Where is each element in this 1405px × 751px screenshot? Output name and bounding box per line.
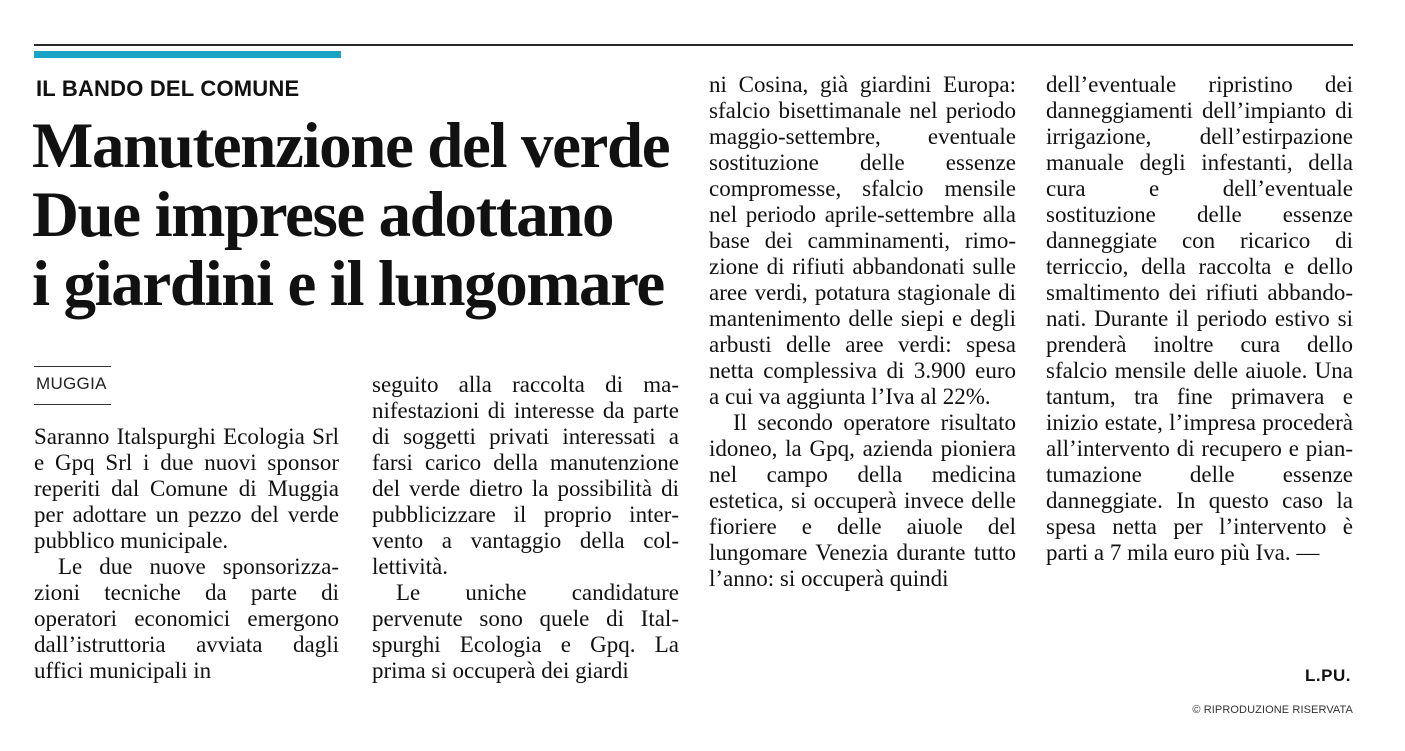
top-rule [34,44,1353,46]
author-signature: L.PU. [1305,666,1351,685]
article-column-4 [1046,72,1353,566]
article-paragraph: ni Cosina, già giardini Europa: sfalcio bisettimanale nel periodo maggio-settembre, eventuale sostituzione delle essenze compromesse, sfalcio mensile nel periodo aprile-settembre alla base dei camminamenti, rimozione di rifiuti abbandonati sulle aree verdi, potatura stagionale di mantenimento delle siepi e degli arbusti delle aree verdi: spesa netta complessiva di 3.900 euro a cui va aggiunta l’Iva al 22%. [709,72,1016,409]
article-paragraph: dell’eventuale ripristino dei danneggiamenti dell’impianto di irrigazione, dell’estirpazione manuale degli infestanti, della cura e dell’eventuale sostituzione delle essenze danneggiate con ricarico di terriccio, della raccolta e dello smaltimento dei rifiuti abbandonati. Durante il periodo estivo si prenderà inoltre cura dello sfalcio mensile delle aiuole. Una tantum, tra fine primavera e inizio estate, l’impresa procederà all’intervento di recupero e piantumazione delle essenze danneggiate. In questo caso la spesa netta per l’intervento è parti a 7 mila euro più Iva. — [1046,72,1353,565]
article-paragraph: Le due nuove sponsorizzazioni tecniche da parte di operatori economici emergono dall’istruttoria avviata dagli uffici municipali in [34,554,339,683]
article-paragraph: seguito alla raccolta di manifestazioni di interesse da parte di soggetti privati interessati a farsi carico della manutenzione del verde dietro la possibilità di pubblicizzare il proprio intervento a vantaggio della collettività. [372,372,679,579]
kicker: IL BANDO DEL COMUNE [36,76,300,101]
article-column-2 [372,372,679,684]
article-paragraph: Il secondo operatore risultato idoneo, la Gpq, azienda pioniera nel campo della medicina estetica, si occuperà invece delle fioriere e delle aiuole del lungomare Venezia durante tutto l’anno: si occuperà quindi [709,410,1016,591]
headline-line: Due imprese adottano [32,179,614,251]
article-column-3 [709,72,1016,592]
accent-bar [34,51,341,58]
article-paragraph: Saranno Italspurghi Ecologia Srl e Gpq Srl i due nuovi sponsor reperiti dal Comune di Muggia per adottare un pezzo del verde pubblico municipale. [34,424,339,553]
headline-line: i giardini e il lungomare [32,248,664,320]
headline [32,112,692,319]
copyright-notice: © RIPRODUZIONE RISERVATA [1192,704,1353,716]
placeline-rule-top [34,366,111,367]
placeline-rule-bottom [34,404,111,405]
placeline: MUGGIA [36,374,107,393]
article-paragraph: Le uniche candidature pervenute sono quele di Italspurghi Ecologia e Gpq. La prima si occuperà dei giardi [372,580,679,683]
article-column-1 [34,424,339,684]
headline-line: Manutenzione del verde [32,110,670,182]
